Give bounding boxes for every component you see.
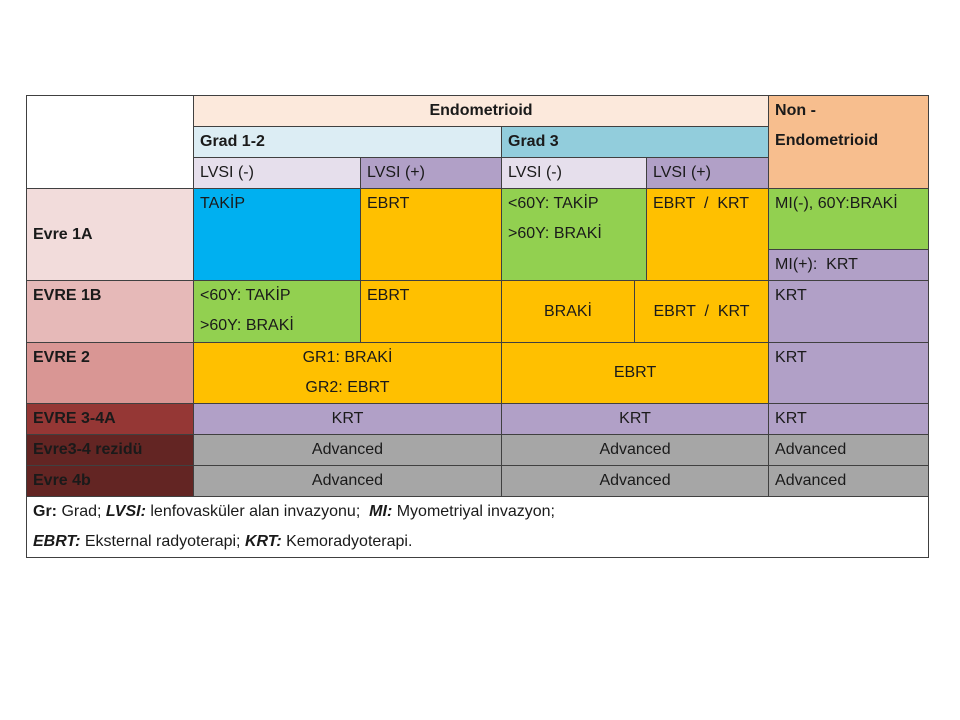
evre1b-g12-lvsi-neg-line1: <60Y: TAKİP [200,287,291,304]
evre34r-g3: Advanced [502,435,769,466]
footnote-line1 [33,497,922,527]
grad12-lvsi-pos-header: LVSI (+) [361,158,502,189]
evre34a-g3: KRT [502,404,769,435]
evre1b-g12-lvsi-neg-line2: >60Y: BRAKİ [200,317,294,334]
evre4b-g3: Advanced [502,466,769,497]
evre1a-non-mi-neg: MI(-), 60Y:BRAKİ [769,189,929,250]
evre34r-g12: Advanced [194,435,502,466]
footnote [27,497,929,558]
footnote-ebrt-key: EBRT: [33,533,81,550]
footnote-krt-key: KRT: [244,533,282,550]
footnote-krt-val: Kemoradyoterapi. [281,533,413,550]
row-label-evre2: EVRE 2 [27,343,194,404]
evre2-g12-line2: GR2: EBRT [305,379,390,396]
corner-cell [27,96,194,189]
footnote-gr-key: Gr: [33,503,57,520]
non-endometrioid-header [769,96,929,189]
grad12-lvsi-neg-header: LVSI (-) [194,158,361,189]
evre34a-g12: KRT [194,404,502,435]
evre2-g12 [194,343,502,404]
evre1a-g12-lvsi-neg: TAKİP [194,189,361,281]
footnote-mi-key: MI: [369,503,393,520]
evre1b-g12-lvsi-neg [194,281,361,343]
evre1a-g3-lvsi-neg-line2: >60Y: BRAKİ [508,225,602,242]
non-endometrioid-header-line1: Non - [775,102,816,119]
evre2-g12-line1: GR1: BRAKİ [302,349,393,366]
footnote-lvsi-key: LVSI: [105,503,146,520]
evre2-non: KRT [769,343,929,404]
evre34r-non: Advanced [769,435,929,466]
row-label-evre34r: Evre3-4 rezidü [27,435,194,466]
footnote-gr-val: Grad; [57,503,106,520]
evre1b-g12-lvsi-pos: EBRT [361,281,502,343]
evre4b-g12: Advanced [194,466,502,497]
evre1a-g3-lvsi-pos: EBRT / KRT [647,189,769,281]
row-label-evre1a: Evre 1A [27,189,194,281]
evre34a-non: KRT [769,404,929,435]
footnote-line2 [33,527,922,557]
non-endometrioid-header-line2: Endometrioid [775,132,879,149]
grad3-lvsi-neg-header: LVSI (-) [502,158,647,189]
evre1a-g3-lvsi-neg [502,189,647,281]
evre2-g3: EBRT [502,343,769,404]
evre1a-g3-lvsi-neg-line1: <60Y: TAKİP [508,195,599,212]
grad12-header: Grad 1-2 [194,127,502,158]
evre1a-g12-lvsi-pos: EBRT [361,189,502,281]
endometrioid-header: Endometrioid [194,96,769,127]
footnote-mi-val: Myometriyal invazyon; [392,503,555,520]
row-label-evre34a: EVRE 3-4A [27,404,194,435]
evre4b-non: Advanced [769,466,929,497]
grad3-header: Grad 3 [502,127,769,158]
evre1b-g3-lvsi-pos: EBRT / KRT [653,302,750,320]
evre1a-non-mi-pos: MI(+): KRT [769,250,929,281]
evre1b-g3-lvsi-neg: BRAKİ [502,281,635,342]
treatment-table [26,95,929,558]
row-label-evre4b: Evre 4b [27,466,194,497]
row-label-evre1b: EVRE 1B [27,281,194,343]
footnote-lvsi-val: lenfovasküler alan invazyonu; [145,503,370,520]
evre1b-non: KRT [769,281,929,343]
footnote-ebrt-val: Eksternal radyoterapi; [80,533,245,550]
grad3-lvsi-pos-header: LVSI (+) [647,158,769,189]
evre1b-g3-cell [502,281,769,343]
